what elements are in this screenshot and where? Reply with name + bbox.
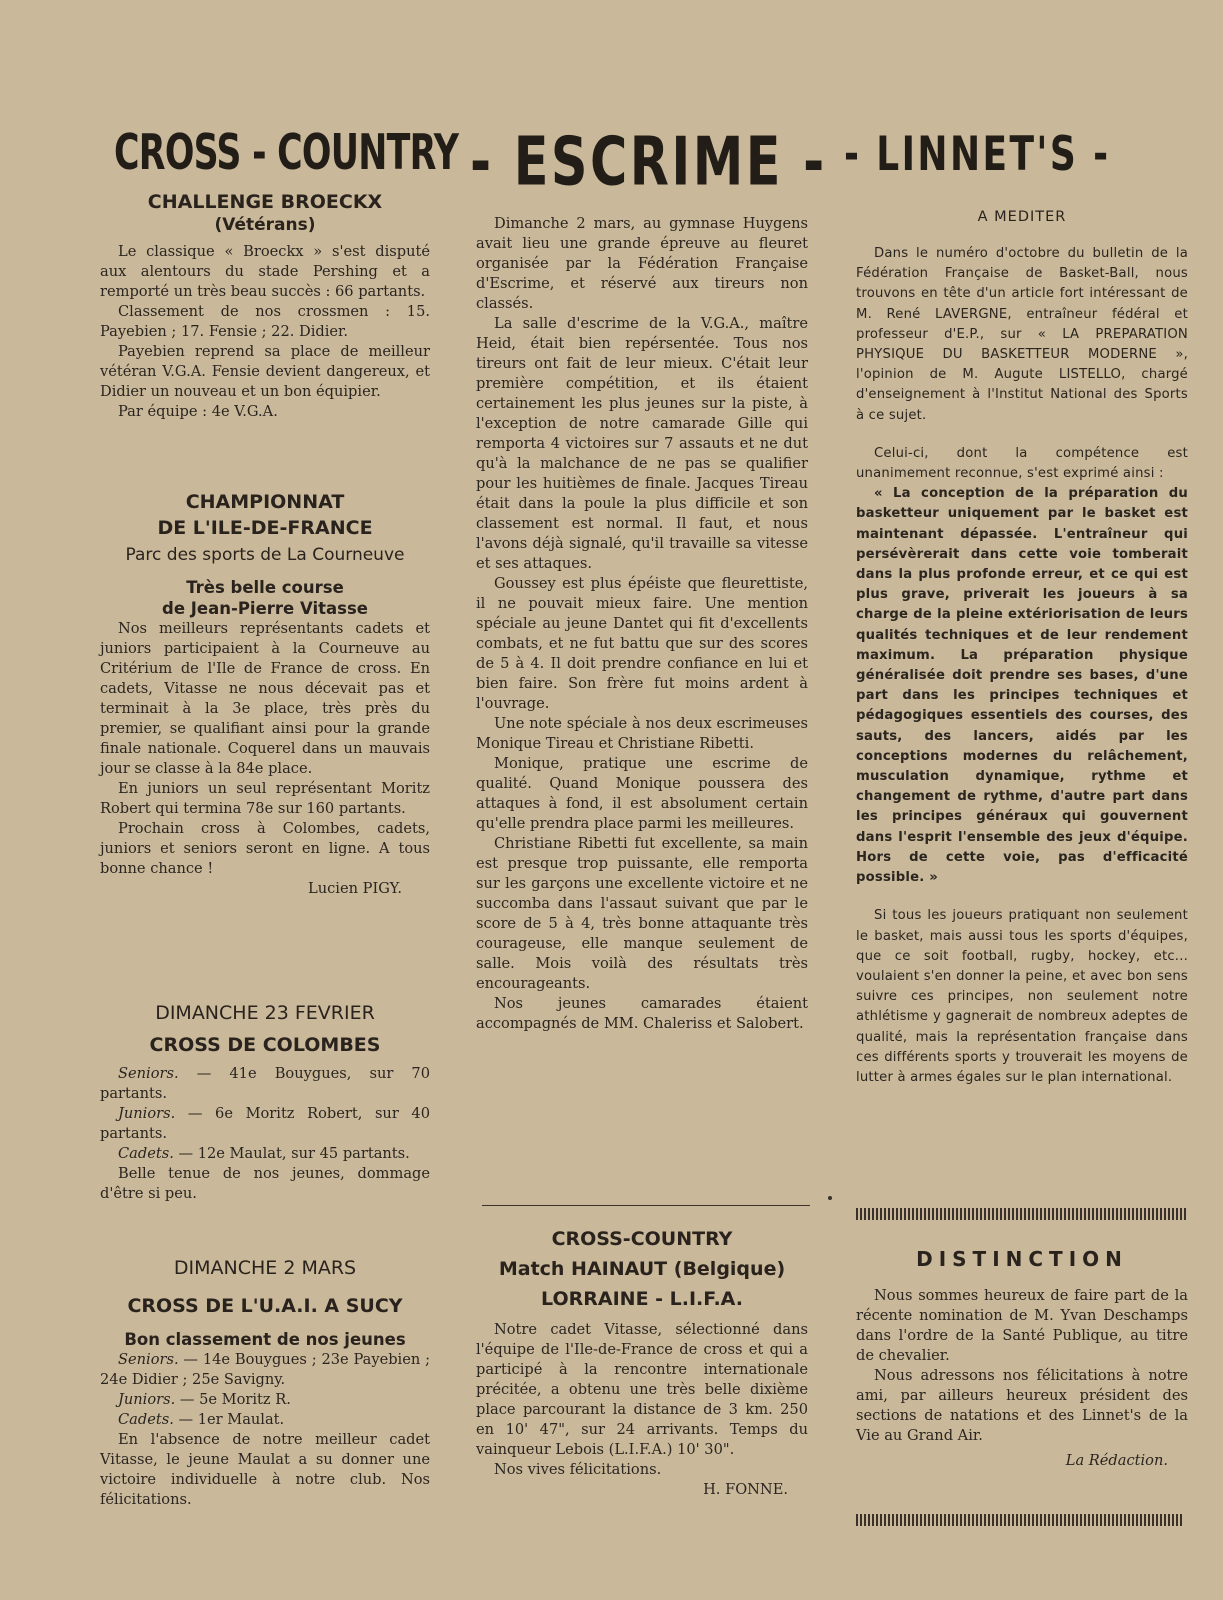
- listello-quote: « La conception de la préparation du basketteur uniquement par le basket est maintenant dépassée. L'entraîneur qui persévèrerait dans cette voie tomberait dans la plus profonde erreur, et ce qui est plus grave, priverait les joueurs à sa charge de la pleine extériorisation de leurs qualités techniques et de leur rendement maximum. La préparation physique généralisée doit prendre ses bases, d'une part dans les principes techniques et pédagogiques essentiels des courses, des sauts, des lancers, aidés par les conceptions modernes du relâchement, musculation dynamique, rythme et changement de rythme, d'autre part dans les principes généraux qui gouvernent dans l'esprit l'ensemble des jeux d'équipe. Hors de cette voie, pas d'efficacité possible. »: [856, 486, 1188, 886]
- challenge-p3: Payebien reprend sa place de meilleur vétéran V.G.A. Fensie devient dangereux, et Didier un nouveau et un bon équipier.: [100, 343, 430, 400]
- seniors-result: — 14e Bouygues ; 23e Payebien ; 24e Didier ; 25e Savigny.: [100, 1351, 430, 1388]
- escrime-title: - ESCRIME -: [470, 122, 827, 201]
- match-p1: Notre cadet Vitasse, sélectionné dans l'équipe de l'Ile-de-France de cross et qui a participé à la rencontre internationale précitée, a obtenu une très belle dixième place parcourant la distance de 3 km. 250 en 10' 47", sur 24 arrivants. Temps du vainqueur Lebois (L.I.F.A.) 10' 30".: [476, 1321, 808, 1458]
- colombes-juniors: [100, 1104, 430, 1144]
- escrime-p2: La salle d'escrime de la V.G.A., maître Heid, était bien repérsentée. Tous nos tireurs ont fait de leur mieux. C'était leur première compétition, et ils étaient certainement les plus jeunes sur la piste, à l'exception de notre camarade Gille qui remporta 4 victoires sur 7 assauts et ne dut qu'à la malchance de ne pas se qualifier pour les huitièmes de finale. Jacques Tireau était dans la poule la plus difficile et son classement est normal. Il faut, et nous l'avons déjà signalé, qu'il travaille sa vitesse et ses attaques.: [476, 315, 808, 572]
- distinction-heading: DISTINCTION: [916, 1247, 1128, 1271]
- championnat-heading-1: CHAMPIONNAT: [185, 491, 345, 513]
- challenge-subheading: (Vétérans): [214, 215, 316, 235]
- column-divider-rule: [482, 1205, 810, 1206]
- escrime-p7: Nos jeunes camarades étaient accompagnés de MM. Chaleriss et Salobert.: [476, 995, 808, 1032]
- challenge-p1: Le classique « Broeckx » s'est disputé aux alentours du stade Pershing et a remporté un très beau succès : 66 partants.: [100, 243, 430, 300]
- colombes-cadets: [100, 1144, 430, 1164]
- championnat-subheading: Parc des sports de La Courneuve: [125, 545, 405, 565]
- championnat-p1: Nos meilleurs représentants cadets et juniors participaient à la Courneuve au Critérium de l'Ile de France de cross. En cadets, Vitasse ne nous décevait pas et terminait à la 3e place, très près du premier, se qualifiant ainsi pour la grande finale nationale. Coquerel dans un mauvais jour se classe à la 84e place.: [100, 620, 430, 777]
- sucy-seniors: [100, 1350, 430, 1390]
- signature-pigy: Lucien PIGY.: [308, 880, 402, 897]
- championnat-heading-2: DE L'ILE-DE-FRANCE: [157, 517, 373, 539]
- cadets-label: Cadets.: [118, 1145, 174, 1162]
- signature-redaction: La Rédaction.: [1065, 1452, 1168, 1469]
- ornament-bar-top: [856, 1208, 1188, 1220]
- match-p2: Nos vives félicitations.: [494, 1461, 662, 1478]
- escrime-p6: Christiane Ribetti fut excellente, sa main est presque trop puissante, elle remporta sur les garçons une excellente victoire et ne succomba dans l'assaut suivant que par le score de 5 à 4, très bonne attaquante très courageuse, elle manque seulement de salle. Mois voilà des résultats très encourageants.: [476, 835, 808, 992]
- seniors-label: Seniors.: [118, 1351, 179, 1368]
- escrime-p4: Une note spéciale à nos deux escrimeuses Monique Tireau et Christiane Ribetti.: [476, 715, 808, 752]
- sucy-kicker: Bon classement de nos jeunes: [124, 1330, 406, 1349]
- sucy-cadets: [100, 1410, 430, 1430]
- juniors-result: — 6e Moritz Robert, sur 40 partants.: [100, 1105, 430, 1142]
- championnat-p2: En juniors un seul représentant Moritz Robert qui termina 78e sur 160 partants.: [100, 780, 430, 817]
- match-heading-3: LORRAINE - L.I.F.A.: [541, 1288, 743, 1310]
- sucy-juniors: [100, 1390, 430, 1410]
- sucy-end: En l'absence de notre meilleur cadet Vitasse, le jeune Maulat a su donner une victoire individuelle à notre club. Nos félicitations.: [100, 1431, 430, 1508]
- escrime-p5: Monique, pratique une escrime de qualité. Quand Monique poussera des attaques à fond, il est absolument certain qu'elle prendra place parmi les meilleures.: [476, 755, 808, 832]
- linnets-p1: Dans le numéro d'octobre du bulletin de la Fédération Française de Basket-Ball, nous trouvons en tête d'un article fort intéressant de M. René LAVERGNE, entraîneur fédéral et professeur d'E.P., sur « LA PREPARATION PHYSIQUE DU BASKETTEUR MODERNE », l'opinion de M. Augute LISTELLO, chargé d'enseignement à l'Institut National des Sports à ce sujet.: [856, 246, 1188, 423]
- seniors-result: — 41e Bouygues, sur 70 partants.: [100, 1065, 430, 1102]
- linnets-p3: Si tous les joueurs pratiquant non seulement le basket, mais aussi tous les sports d'équipes, que ce soit football, rugby, hockey, etc... voulaient s'en donner la peine, et avec bon sens suivre ces principes, non seulement notre athlétisme y gagnerait de nombreux adeptes de qualité, mais la représentation française dans ces différents sports y trouverait les moyens de lutter à armes égales sur le plan international.: [856, 908, 1188, 1085]
- vitasse-kicker-2: de Jean-Pierre Vitasse: [162, 599, 368, 618]
- ornament-bar-bottom: [856, 1514, 1182, 1526]
- sucy-date: DIMANCHE 2 MARS: [173, 1257, 357, 1279]
- colombes-date: DIMANCHE 23 FEVRIER: [155, 1002, 375, 1024]
- juniors-label: Juniors.: [118, 1105, 176, 1122]
- cadets-label: Cadets.: [118, 1411, 174, 1428]
- challenge-heading: CHALLENGE BROECKX: [147, 191, 383, 213]
- linnets-p2: Celui-ci, dont la compétence est unanimement reconnue, s'est exprimé ainsi :: [856, 445, 1188, 482]
- colombes-end: Belle tenue de nos jeunes, dommage d'être si peu.: [100, 1165, 430, 1202]
- linnets-title: - LINNET'S -: [844, 126, 1111, 182]
- escrime-p3: Goussey est plus épéiste que fleurettiste, il ne pouvait mieux faire. Une mention spéciale au jeune Dantet qui fit d'excellents combats, et ne fut battu que sur des scores de 5 à 4. Il doit prendre confiance en lui et bien faire. Son frère fut moins ardent à l'ouvrage.: [476, 575, 808, 712]
- signature-fonne: H. FONNE.: [703, 1481, 788, 1498]
- sucy-heading: CROSS DE L'U.A.I. A SUCY: [127, 1295, 403, 1317]
- juniors-result: — 5e Moritz R.: [175, 1391, 291, 1408]
- championnat-p3: Prochain cross à Colombes, cadets, juniors et seniors seront en ligne. A tous bonne chance !: [100, 820, 430, 877]
- match-heading-1: CROSS-COUNTRY: [551, 1228, 733, 1250]
- distinction-p1: Nous sommes heureux de faire part de la récente nomination de M. Yvan Deschamps dans l'ordre de la Santé Publique, au titre de chevalier.: [856, 1287, 1188, 1364]
- escrime-p1: Dimanche 2 mars, au gymnase Huygens avait lieu une grande épreuve au fleuret organisée par la Fédération Française d'Escrime, et réservé aux tireurs non classés.: [476, 215, 808, 312]
- match-heading-2: Match HAINAUT (Belgique): [498, 1258, 786, 1280]
- challenge-p4: Par équipe : 4e V.G.A.: [118, 403, 278, 420]
- colombes-seniors: [100, 1064, 430, 1104]
- distinction-p2: Nous adressons nos félicitations à notre ami, par ailleurs heureux président des sections de natations et des Linnet's de la Vie au Grand Air.: [856, 1367, 1188, 1444]
- cross-country-title: CROSS - COUNTRY: [114, 124, 459, 182]
- ornament-dot: [828, 1196, 832, 1200]
- challenge-p2: Classement de nos crossmen : 15. Payebien ; 17. Fensie ; 22. Didier.: [100, 303, 430, 340]
- cadets-result: — 1er Maulat.: [173, 1411, 285, 1428]
- juniors-label: Juniors.: [118, 1391, 176, 1408]
- vitasse-kicker-1: Très belle course: [186, 578, 344, 597]
- colombes-heading: CROSS DE COLOMBES: [149, 1034, 381, 1056]
- seniors-label: Seniors.: [118, 1065, 179, 1082]
- mediter-heading: A MEDITER: [977, 209, 1067, 225]
- cadets-result: — 12e Maulat, sur 45 partants.: [173, 1145, 410, 1162]
